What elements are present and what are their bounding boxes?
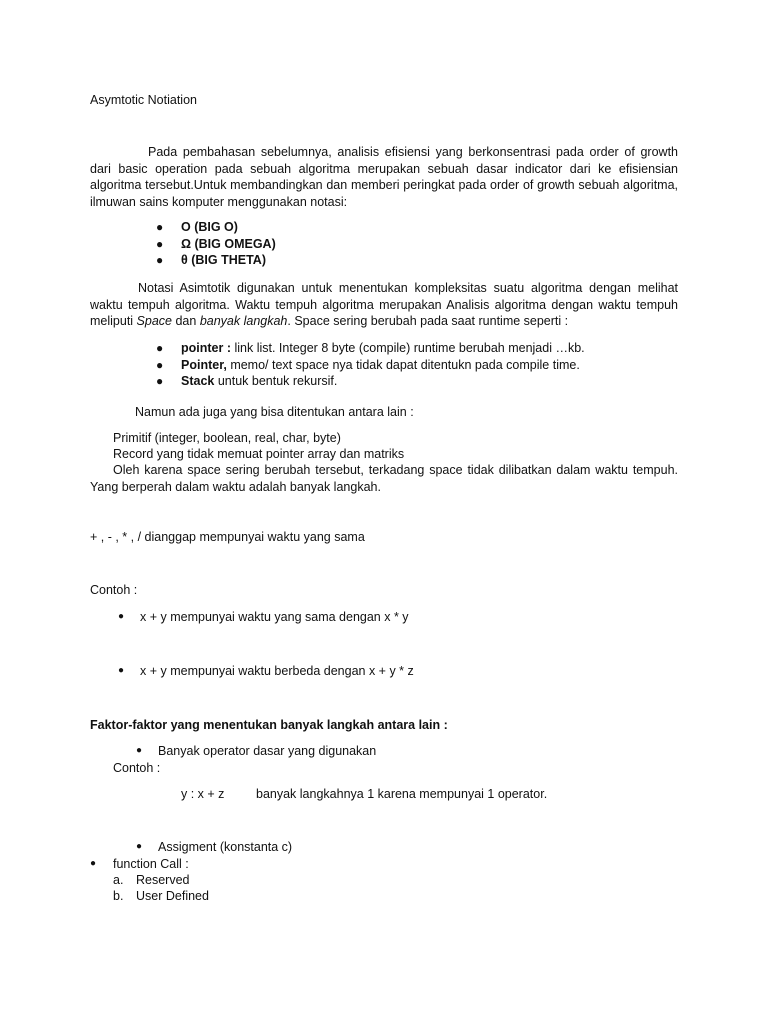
bullet-icon: ● bbox=[156, 341, 164, 355]
list-item: ● θ (BIG THETA) bbox=[156, 253, 266, 267]
bullet-icon: ● bbox=[156, 220, 164, 234]
list-item: ● Stack untuk bentuk rekursif. bbox=[156, 374, 338, 388]
intro-paragraph-text: Pada pembahasan sebelumnya, analisis efisiensi yang berkonsentrasi pada order of growth dari basic operation pada sebuah algoritma merupakan sebuah dasar indicator dari ke efisiensian algoritma tersebut.Untuk membandingkan dan memberi peringkat pada order of growth sebuah algoritma, ilmuwan sains komputer menggunakan notasi: bbox=[90, 145, 678, 209]
list-item: ● Pointer, memo/ text space nya tidak dapat ditentukn pada compile time. bbox=[156, 357, 580, 372]
contoh-item-1: ● x + y mempunyai waktu yang sama dengan x * y bbox=[118, 610, 409, 624]
contoh-label: Contoh : bbox=[90, 583, 138, 597]
example-desc: banyak langkahnya 1 karena mempunyai 1 operator. bbox=[256, 787, 548, 801]
contoh-item-2: ● x + y mempunyai waktu berbeda dengan x + y * z bbox=[118, 664, 414, 678]
notation-list bbox=[156, 219, 276, 269]
bullet-icon: ● bbox=[136, 841, 143, 852]
oleh-paragraph bbox=[90, 462, 678, 495]
record-line: Record yang tidak memuat pointer array dan matriks bbox=[113, 447, 405, 461]
faktor-item-2: ● Assigment (konstanta c) bbox=[136, 840, 293, 854]
list-item: ● Ω (BIG OMEGA) bbox=[156, 236, 276, 251]
intro-paragraph bbox=[90, 144, 678, 210]
oleh-paragraph-text: Oleh karena space sering berubah tersebut, terkadang space tidak dilibatkan dalam waktu tempuh. Yang berperah dalam waktu adalah banyak langkah. bbox=[90, 463, 678, 494]
bullet-icon: ● bbox=[156, 236, 164, 251]
contoh-label-2: Contoh : bbox=[113, 761, 161, 775]
notasi-paragraph: Notasi Asimtotik digunakan untuk menentukan kompleksitas suatu algoritma dengan melihat waktu tempuh algoritma. Waktu tempuh algoritma merupakan Analisis algoritma dengan waktu tempuh meliputi Space dan banyak langkah. Space sering berubah pada saat runtime seperti : bbox=[90, 281, 678, 328]
list-item: ● pointer : link list. Integer 8 byte (compile) runtime berubah menjadi …kb. bbox=[156, 341, 585, 355]
bullet-icon: ● bbox=[90, 858, 97, 869]
bullet-icon: ● bbox=[156, 253, 164, 267]
runtime-list bbox=[156, 340, 585, 390]
list-item: ● O (BIG O) bbox=[156, 220, 238, 234]
primitif-line: Primitif (integer, boolean, real, char, byte) bbox=[113, 431, 341, 445]
document-title: Asymtotic Notiation bbox=[90, 93, 197, 107]
bullet-icon: ● bbox=[118, 611, 125, 622]
bullet-icon: ● bbox=[156, 374, 164, 388]
bullet-icon: ● bbox=[136, 745, 143, 756]
function-call-item: ● function Call : bbox=[90, 857, 189, 871]
faktor-item-1: ● Banyak operator dasar yang digunakan bbox=[136, 744, 377, 758]
bullet-icon: ● bbox=[156, 357, 164, 372]
example-expr: y : x + z bbox=[181, 787, 225, 801]
faktor-heading: Faktor-faktor yang menentukan banyak langkah antara lain : bbox=[90, 718, 448, 732]
operators-line: + , - , * , / dianggap mempunyai waktu yang sama bbox=[90, 530, 365, 544]
bullet-icon: ● bbox=[118, 665, 125, 676]
sub-item-user-defined: b. User Defined bbox=[113, 889, 209, 903]
namun-line: Namun ada juga yang bisa ditentukan antara lain : bbox=[135, 405, 414, 419]
sub-item-reserved: a. Reserved bbox=[113, 873, 190, 887]
